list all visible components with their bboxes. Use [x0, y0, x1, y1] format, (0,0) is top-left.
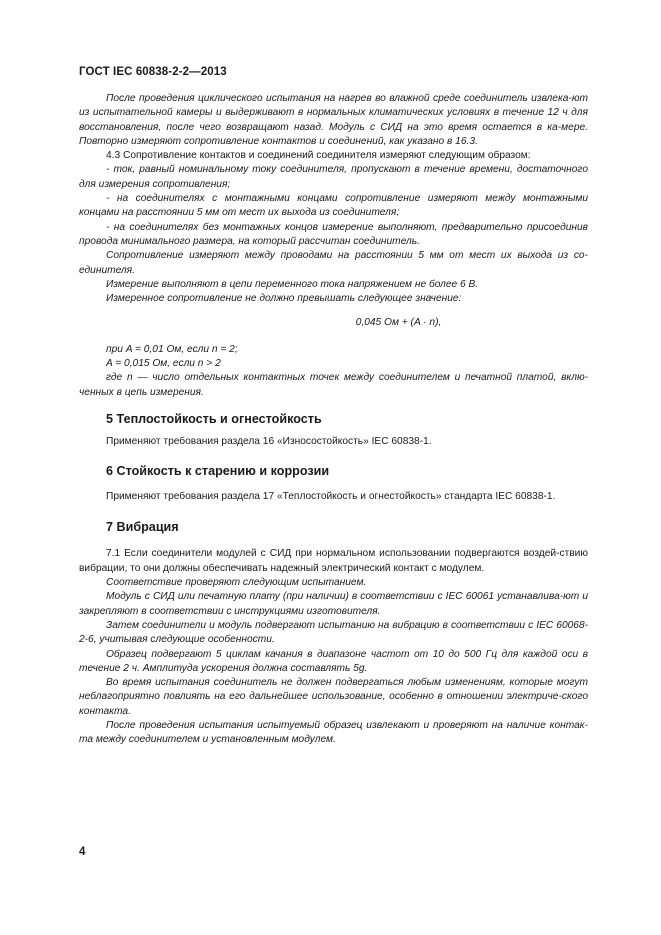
clause-4-3-lead: 4.3 Сопротивление контактов и соединений соединителя измеряют следующим образом:	[106, 150, 531, 162]
formula-where-line: при A = 0,01 Ом, если n = 2;	[106, 343, 238, 355]
clause-4-3-paragraph: Измеренное сопротивление не должно превышать следующее значение:	[106, 293, 462, 305]
section-7-paragraph: После проведения испытания испытуемый образец извлекают и проверяют на наличие контак-та между соединителем и установленным модулем.	[79, 719, 588, 746]
section-7-paragraph: 7.1 Если соединители модулей с СИД при нормальном использовании подвергаются воздей-ствию вибрации, то они должны обеспечивать надежный электрический контакт с модулем.	[79, 548, 588, 574]
intro-paragraph: После проведения циклического испытания на нагрев во влажной среде соединитель извлека-ют из испытательной камеры и выдерживают в нормальных климатических условиях в течение 12 ч для восстановления, после чего возвращают назад. Модуль с СИД на это время остается в ка-мере. Повторно измеряют сопротивление контактов и соединений, как указано в 16.3.	[79, 93, 588, 147]
section-6-heading: 6 Стойкость к старению и коррозии	[106, 463, 330, 478]
document-header: ГОСТ IEC 60838-2-2—2013	[79, 66, 227, 78]
resistance-formula: 0,045 Ом + (A · n),	[355, 317, 442, 329]
clause-4-3-item: - на соединителях с монтажными концами сопротивление измеряют между монтажными концами на расстоянии 5 мм от мест их выхода из соединителя;	[79, 193, 588, 219]
clause-4-3-paragraph: Измерение выполняют в цепи переменного тока напряжением не более 6 В.	[106, 278, 479, 290]
clause-4-3-item: - на соединителях без монтажных концов измерение выполняют, предварительно присоединив провода минимального размера, на который рассчитан соединитель.	[79, 221, 588, 247]
clause-4-3-item: - ток, равный номинальному току соединителя, пропускают в течение времени, достаточного для измерения сопротивления;	[79, 164, 588, 190]
formula-where-line: A = 0,015 Ом, если n > 2	[106, 358, 221, 370]
section-5-text: Применяют требования раздела 16 «Износостойкость» IEC 60838-1.	[106, 436, 432, 448]
section-7-paragraph: Образец подвергают 5 циклам качания в диапазоне частот от 10 до 500 Гц для каждой оси в течение 2 ч. Амплитуда ускорения должна составлять 5g.	[79, 648, 588, 674]
section-7-paragraph: Затем соединители и модуль подвергают испытанию на вибрацию в соответствии с IEC 60068-2-6, учитывая следующие особенности.	[79, 619, 588, 646]
section-7-paragraph: Во время испытания соединитель не должен подвергаться любым изменениям, которые могут неблагоприятно повлиять на его дальнейшее использование, особенно в отношении электриче-ского контакта.	[79, 677, 588, 717]
section-7-paragraph: Соответствие проверяют следующим испытанием.	[106, 577, 367, 589]
section-7-paragraph: Модуль с СИД или печатную плату (при наличии) в соответствии с IEC 60061 устанавлива-ют и закрепляют в соответствии с инструкциями изготовителя.	[79, 591, 588, 617]
clause-4-3-paragraph: Сопротивление измеряют между проводами на расстоянии 5 мм от мест их выхода из со-единителя.	[79, 250, 588, 276]
page-number: 4	[79, 846, 86, 858]
section-5-heading: 5 Теплостойкость и огнестойкость	[106, 411, 322, 426]
formula-where-line: где n — число отдельных контактных точек между соединителем и печатной платой, вклю-ченных в цепь измерения.	[79, 372, 588, 398]
document-body	[79, 92, 588, 748]
section-6-text: Применяют требования раздела 17 «Теплостойкость и огнестойкость» стандарта IEC 60838-1.	[106, 490, 556, 502]
section-7-heading: 7 Вибрация	[106, 520, 179, 535]
